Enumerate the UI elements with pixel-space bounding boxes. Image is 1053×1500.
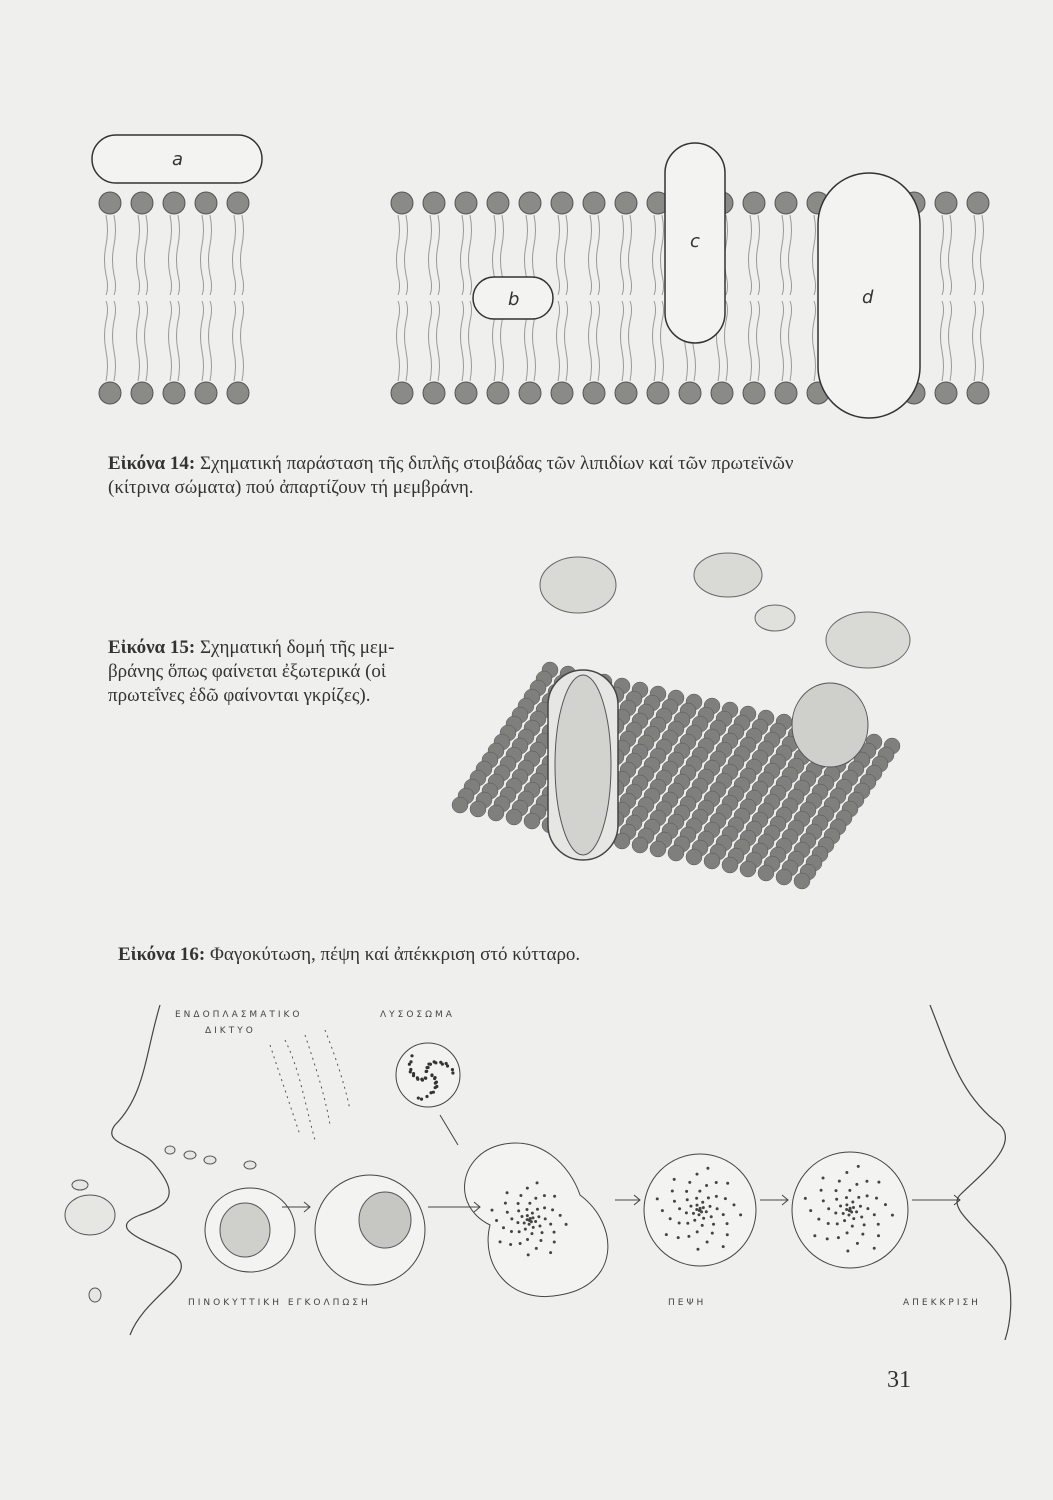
cell-membrane-right (930, 1005, 1011, 1340)
vesicle-2-content (359, 1192, 411, 1248)
excretion-label: ΑΠΕΚΚΡΙΣΗ (903, 1298, 981, 1308)
pinocytosis-label: ΠΙΝΟΚΥΤΤΙΚΗ ΕΓΚΟΛΠΩΣΗ (188, 1298, 371, 1308)
figure-15-membrane-3d-diagram (430, 530, 1030, 920)
figure-16-caption (118, 943, 818, 967)
label-d: d (862, 287, 874, 308)
label-c: c (690, 231, 700, 252)
label-a: a (172, 149, 184, 170)
caption-text: Σχηματική παράσταση τῆς διπλῆς στοιβάδας τῶν λιπιδίων καί τῶν πρωτεϊνῶν (200, 453, 794, 474)
caption-text: Σχηματική δομή τῆς μεμ- (200, 637, 395, 658)
fusing-vesicle (465, 1143, 608, 1297)
figure-14-bilayer-diagram (80, 125, 1020, 430)
caption-label: Εἰκόνα 14: (108, 453, 196, 474)
caption-text: πρωτεΐνες ἐδῶ φαίνονται γκρίζες). (108, 685, 371, 706)
endoplasmic-reticulum (270, 1030, 350, 1140)
caption-text: βράνης ὅπως φαίνεται ἐξωτερικά (οἱ (108, 661, 387, 682)
er-label-line2: ΔΙΚΤΥΟ (205, 1026, 256, 1036)
caption-text: Φαγοκύτωση, πέψη καί ἀπέκκριση στό κύτταρο. (210, 944, 581, 965)
caption-label: Εἰκόνα 15: (108, 637, 196, 658)
caption-label: Εἰκόνα 16: (118, 944, 206, 965)
bilayer-segment-left (99, 192, 249, 404)
figure-14-caption (108, 452, 1008, 500)
digestion-label: ΠΕΨΗ (668, 1298, 707, 1308)
caption-text: (κίτρινα σώματα) πού ἀπαρτίζουν τή μεμβράνη. (108, 477, 474, 498)
cell-membrane-left (112, 1005, 182, 1335)
figure-16-phagocytosis-diagram (60, 995, 1050, 1340)
label-b: b (508, 289, 520, 310)
figure-15-caption (108, 636, 438, 708)
page-number: 31 (887, 1367, 911, 1393)
vesicle-1-content (220, 1203, 270, 1257)
lysosome-label: ΛΥΣΟΣΩΜΑ (380, 1010, 455, 1020)
arrow-down (440, 1115, 458, 1145)
er-label-line1: ΕΝΔΟΠΛΑΣΜΑΤΙΚΟ (175, 1010, 303, 1020)
